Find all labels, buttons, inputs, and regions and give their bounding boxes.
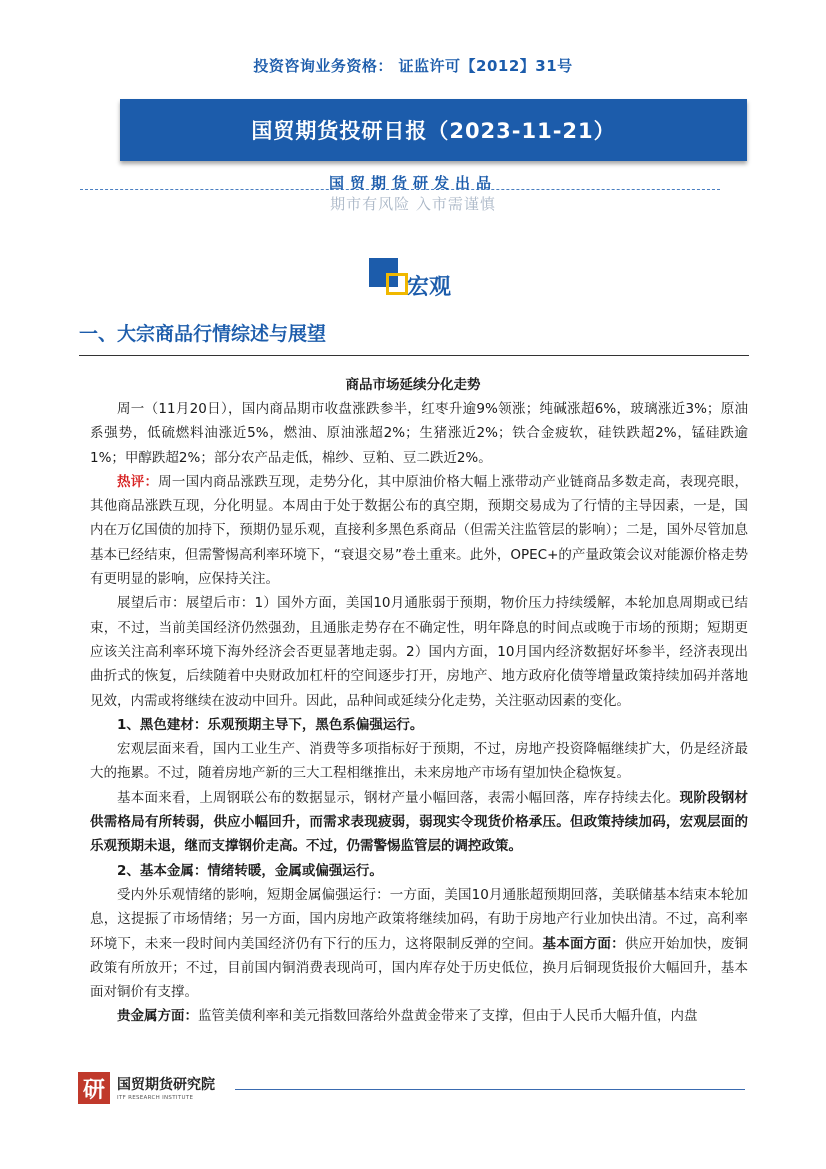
gold-square-icon xyxy=(386,273,408,295)
article-title: 商品市场延续分化走势 xyxy=(345,377,481,393)
hot-review-label: 热评： xyxy=(117,473,159,490)
report-title-banner: 国贸期货投研日报（2023-11-21） xyxy=(120,99,747,161)
institute-name-en: ITF RESEARCH INSTITUTE xyxy=(117,1095,194,1101)
subheading-base-metals: 2、基本金属：情绪转暖，金属或偏强运行。 xyxy=(117,862,383,879)
macro-section-marker xyxy=(369,257,489,307)
footer-divider xyxy=(235,1089,745,1090)
macro-label: 宏观 xyxy=(407,275,452,300)
outlook-label: 展望后市： xyxy=(117,595,186,612)
qualification-line: 投资咨询业务资格： 证监许可【2012】31号 xyxy=(253,57,573,75)
institute-name-cn: 国贸期货研究院 xyxy=(117,1077,215,1093)
paragraph-hot-review: 热评：周一国内商品涨跌互现，走势分化，其中原油价格大幅上涨带动产业链商品多数走高，表现亮眼，其他商品涨跌互现，分化明显。本周由于处于数据公布的真空期，预期交易成为了行情的主导因素，一是，国内在万亿国债的加持下，预期仍显乐观，直接利多黑色系商品（但需关注监管层的影响）；二是，国外尽管加息基本已经结束，但需警惕高利率环境下，“衰退交易”卷土重来。此外，OPEC+的产量政策会议对能源价格走势有更明显的影响，应保持关注。 xyxy=(90,473,749,588)
paragraph-macro-view: 宏观层面来看，国内工业生产、消费等多项指标好于预期，不过，房地产投资降幅继续扩大，仍是经济最大的拖累。不过，随着房地产新的三大工程相继推出，未来房地产市场有望加快企稳恢复。 xyxy=(90,741,748,782)
institute-logo: 研 xyxy=(78,1072,110,1104)
paragraph-fundamentals-steel: 基本面来看，上周钢联公布的数据显示，钢材产量小幅回落，表需小幅回落，库存持续去化。现阶段钢材供需格局有所转弱，供应小幅回升，而需求表现疲弱，弱现实令现货价格承压。但政策持续加码，宏观层面的乐观预期未退，继而支撑钢价走高。不过，仍需警惕监管层的调控政策。 xyxy=(90,789,749,855)
risk-notice: 期市有风险 入市需谨慎 xyxy=(330,195,496,213)
section-divider xyxy=(79,355,749,356)
paragraph-market-summary: 周一（11月20日），国内商品期市收盘涨跌参半，红枣升逾9%领涨；纯碱涨超6%，玻璃涨近3%；原油系强势，低硫燃料油涨近5%，燃油、原油涨超2%；生猪涨近2%；铁合金疲软，硅铁跌超2%，锰硅跌逾1%；甲醇跌超2%；部分农产品走低，棉纱、豆粕、豆二跌近2%。 xyxy=(90,401,748,466)
publisher-line: 国贸期货研发出品 xyxy=(328,174,497,192)
article-body xyxy=(90,397,748,1029)
paragraph-outlook: 展望后市：展望后市：1）国外方面，美国10月通胀弱于预期，物价压力持续缓解，本轮加息周期或已结束，不过，当前美国经济仍然强劲，且通胀走势存在不确定性，明年降息的时间点或晚于市场的预期；短期更应该关注高利率环境下海外经济会否更显著地走弱。2）国内方面，10月国内经济数据好坏参半，经济表现出曲折式的恢复，后续随着中央财政加杠杆的空间逐步打开，房地产、地方政府化债等增量政策持续加码并落地见效，内需或将继续在波动中回升。因此，品种间或延续分化走势，关注驱动因素的变化。 xyxy=(90,595,748,709)
paragraph-precious-metals: 贵金属方面：监管美债利率和美元指数回落给外盘黄金带来了支撑，但由于人民币大幅升值，内盘 xyxy=(117,1008,698,1025)
subheading-black-building: 1、黑色建材：乐观预期主导下，黑色系偏强运行。 xyxy=(117,716,424,733)
paragraph-base-metals: 受内外乐观情绪的影响，短期金属偏强运行：一方面，美国10月通胀超预期回落，美联储基本结束本轮加息，这提振了市场情绪；另一方面，国内房地产政策将继续加码，有助于房地产行业加快出清。不过，高利率环境下，未来一段时间内美国经济仍有下行的压力，这将限制反弹的空间。基本面方面：供应开始加快，废铜政策有所放开；不过，目前国内铜消费表现尚可，国内库存处于历史低位，换月后铜现货报价大幅回升，基本面对铜价有支撑。 xyxy=(90,886,749,1001)
section-heading: 一、大宗商品行情综述与展望 xyxy=(79,323,327,345)
